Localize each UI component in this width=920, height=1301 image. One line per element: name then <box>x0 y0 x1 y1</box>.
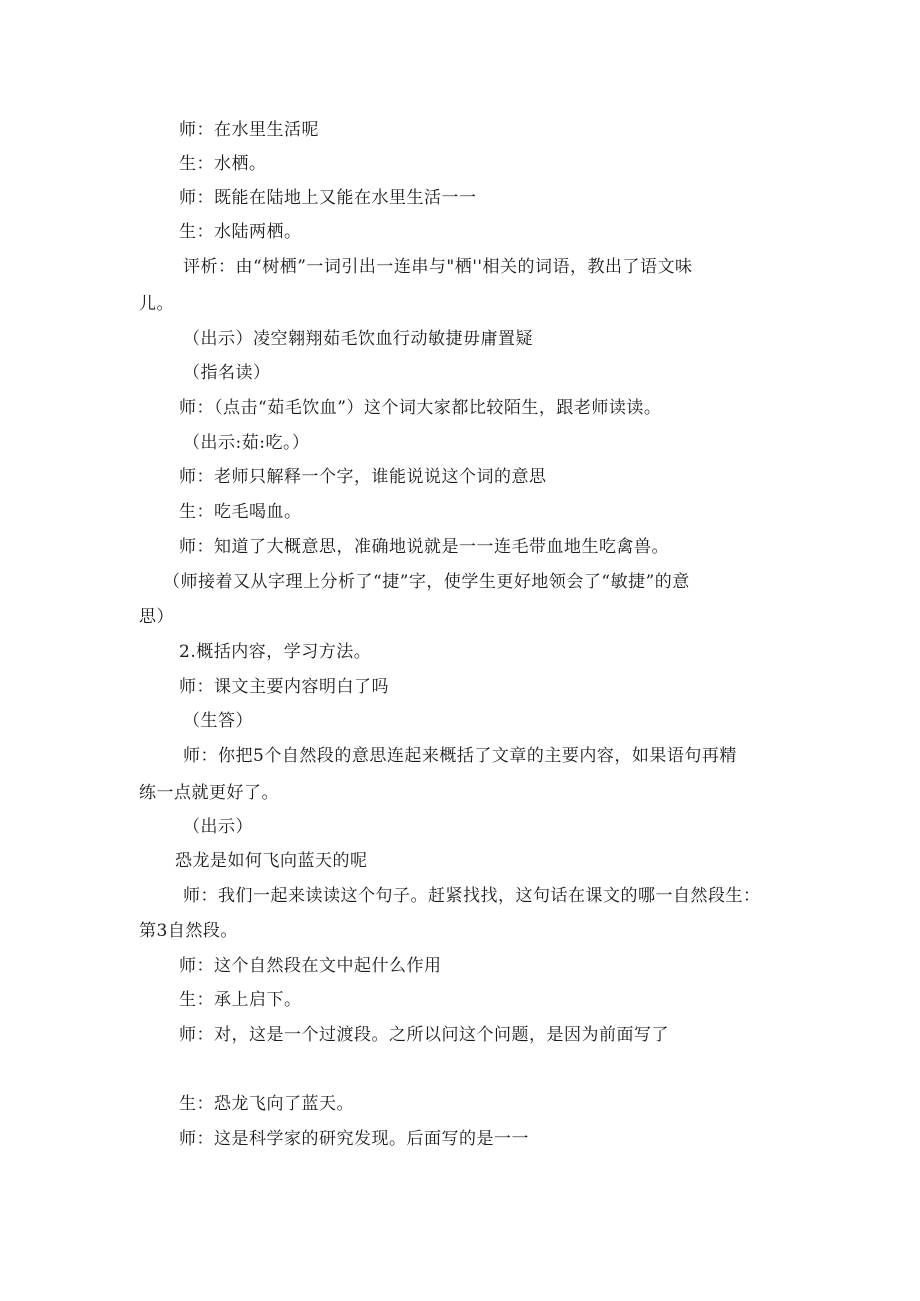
text-line: 评析：由“树栖”一词引出一连串与"栖''相关的词语，教出了语文味 <box>183 257 693 277</box>
text-line: 师：知道了大概意思，准确地说就是一一连毛带血地生吃禽兽。 <box>179 537 669 557</box>
text-line: 生：吃毛喝血。 <box>179 502 302 522</box>
text-line: 师：这是科学家的研究发现。后面写的是一一 <box>179 1129 529 1149</box>
text-line: 师：课文主要内容明白了吗 <box>179 677 389 697</box>
text-line: （指名读） <box>183 363 271 383</box>
text-line: 第3自然段。 <box>139 921 238 941</box>
text-line: （出示）凌空翱翔茹毛饮血行动敏捷毋庸置疑 <box>183 329 533 349</box>
text-line: 师：（点击“茹毛饮血”）这个词大家都比较陌生，跟老师读读。 <box>179 398 662 418</box>
text-line: 师：在水里生活呢 <box>179 120 319 140</box>
text-line: 生：恐龙飞向了蓝天。 <box>179 1094 354 1114</box>
text-line: （生答） <box>183 711 253 731</box>
text-line: （出示:茹:吃。） <box>183 433 310 453</box>
text-line: 师：老师只解释一个字，谁能说说这个词的意思 <box>179 467 547 487</box>
text-line: 师：对，这是一个过渡段。之所以问这个问题，是因为前面写了 <box>179 1025 669 1045</box>
text-line: 师：既能在陆地上又能在水里生活一一 <box>179 188 477 208</box>
text-line: 生：水栖。 <box>179 154 267 174</box>
text-line: 师：你把5个自然段的意思连起来概括了文章的主要内容，如果语句再精 <box>183 746 737 766</box>
text-line: 师：这个自然段在文中起什么作用 <box>179 956 442 976</box>
text-line: 儿。 <box>139 294 174 314</box>
text-line: （出示） <box>183 817 253 837</box>
text-line: （师接着又从字理上分析了“捷”字，使学生更好地领会了“敏捷”的意 <box>163 572 690 592</box>
text-line: 恐龙是如何飞向蓝天的呢 <box>175 851 368 871</box>
text-line: 思） <box>139 607 174 627</box>
text-line: 生：承上启下。 <box>179 990 302 1010</box>
text-line: 生：水陆两栖。 <box>179 222 302 242</box>
text-line: 2.概括内容，学习方法。 <box>179 642 372 662</box>
text-line: 练一点就更好了。 <box>139 783 279 803</box>
text-line: 师：我们一起来读读这个句子。赶紧找找，这句话在课文的哪一自然段生： <box>183 886 761 906</box>
